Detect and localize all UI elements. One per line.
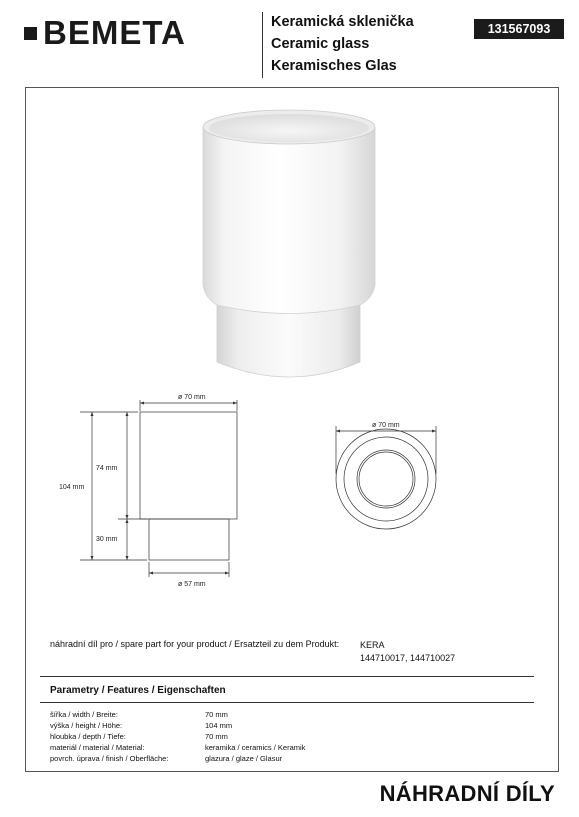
feature-row — [50, 742, 305, 753]
dim-upper-height: 74 mm — [96, 465, 118, 472]
feature-row — [50, 709, 305, 720]
spare-part-product — [360, 639, 455, 665]
title-english: Ceramic glass — [271, 36, 370, 52]
feature-label: povrch. úprava / finish / Oberfläche: — [50, 754, 169, 763]
top-view-outer-circle — [336, 429, 436, 529]
features-divider-bottom — [40, 702, 534, 703]
feature-row — [50, 720, 305, 731]
feature-value: 70 mm — [205, 710, 228, 719]
side-view-lower-base — [149, 519, 229, 560]
spare-part-text: náhradní díl pro / spare part for your product / Ersatzteil zu dem Produkt: — [50, 639, 340, 649]
feature-value: 104 mm — [205, 721, 233, 730]
feature-label: hloubka / depth / Tiefe: — [50, 732, 126, 741]
feature-label: šířka / width / Breite: — [50, 710, 118, 719]
feature-value: 70 mm — [205, 732, 228, 741]
title-german: Keramisches Glas — [271, 58, 397, 74]
features-divider-top — [40, 676, 534, 677]
side-view-upper-body — [140, 412, 237, 519]
feature-label: výška / height / Höhe: — [50, 721, 123, 730]
top-view-inner-circle — [357, 450, 415, 508]
dim-lower-height: 30 mm — [96, 536, 118, 543]
feature-row — [50, 753, 305, 764]
product-codes: 144710017, 144710027 — [360, 653, 456, 663]
spare-parts-heading: NÁHRADNÍ DÍLY — [379, 781, 555, 806]
dim-bottom-width: ø 57 mm — [178, 581, 206, 588]
feature-value: keramika / ceramics / Keramik — [205, 743, 306, 752]
dim-top-view-diameter: ø 70 mm — [372, 422, 400, 429]
features-title: Parametry / Features / Eigenschaften — [50, 685, 226, 696]
feature-label: materiál / material / Material: — [50, 743, 145, 752]
dim-total-height: 104 mm — [59, 484, 85, 491]
feature-row — [50, 731, 305, 742]
product-code-badge: 131567093 — [474, 19, 564, 39]
features-table — [50, 709, 305, 764]
feature-value: glazura / glaze / Glasur — [205, 754, 283, 763]
logo-text: BEMETA — [43, 14, 186, 51]
dim-top-width: ø 70 mm — [178, 394, 206, 401]
product-name: KERA — [360, 640, 385, 650]
title-czech: Keramická sklenička — [271, 14, 414, 30]
